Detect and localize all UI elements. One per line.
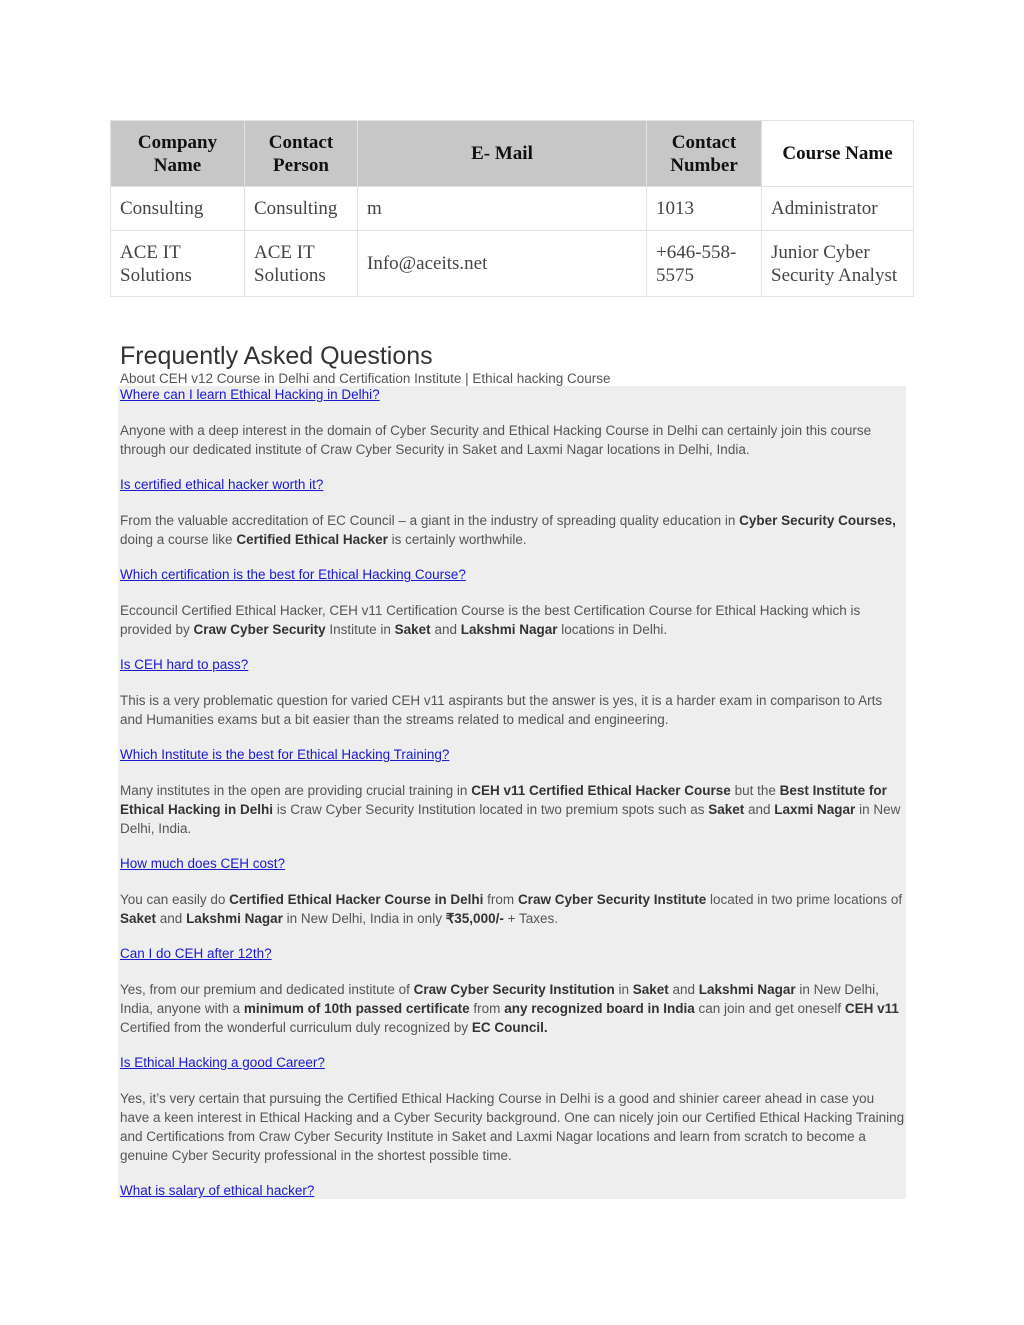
cell-email: m [358, 187, 647, 231]
faq-question-link[interactable]: Where can I learn Ethical Hacking in Delhi? [120, 387, 380, 402]
faq-question-link[interactable]: Is certified ethical hacker worth it? [120, 477, 324, 492]
faq-answer-text: doing a course like [120, 532, 237, 547]
faq-answer-bold: Lakshmi Nagar [460, 622, 558, 637]
faq-question-link[interactable]: What is salary of ethical hacker? [120, 1183, 315, 1198]
faq-answer-text: Certified from the wonderful curriculum duly recognized by [120, 1020, 472, 1035]
faq-answer-bold: Saket [632, 982, 669, 997]
faq-answer-text: locations in Delhi. [557, 622, 668, 637]
faq-section [120, 341, 906, 1198]
faq-answer-bold: Saket [708, 802, 745, 817]
faq-answer-text: is Craw Cyber Security Institution located in two premium spots such as [273, 802, 709, 817]
cell-company: ACE IT Solutions [111, 231, 245, 297]
faq-title: Frequently Asked Questions [120, 342, 433, 370]
faq-answer-bold: Saket [120, 911, 157, 926]
faq-answer-text: You can easily do [120, 892, 230, 907]
faq-list [120, 386, 906, 1201]
cell-contact-number: 1013 [647, 187, 762, 231]
faq-answer [120, 781, 906, 838]
faq-answer-text: and [156, 911, 187, 926]
faq-question-link[interactable]: Is CEH hard to pass? [120, 657, 249, 672]
header-course-name: Course Name [762, 121, 914, 187]
faq-answer-text: located in two prime locations of [706, 892, 903, 907]
faq-question-link[interactable]: Which certification is the best for Ethical Hacking Course? [120, 567, 466, 582]
faq-answer-text: and [668, 982, 699, 997]
faq-answer-text: From the valuable accreditation of EC Council – a giant in the industry of spreading quality education in [120, 513, 740, 528]
faq-question-link[interactable]: Which Institute is the best for Ethical Hacking Training? [120, 747, 450, 762]
faq-answer [120, 421, 906, 459]
faq-answer-bold: Craw Cyber Security Institution [413, 982, 615, 997]
faq-answer-text: Yes, it’s very certain that pursuing the Certified Ethical Hacking Course in Delhi is a good and shinier career ahead in case you have a keen interest in Ethical Hacking and a Cyber Security background. One can nicely join our Certified Ethical Hacking Training and Certifications from Craw Cyber Security Institute in Saket and Laxmi Nagar locations and learn from scratch to become a genuine Cyber Security professional in the shortest possible time. [120, 1091, 905, 1163]
table-row [111, 187, 914, 231]
faq-answer-bold: Laxmi Nagar [774, 802, 856, 817]
faq-answer-bold: CEH v11 [844, 1001, 899, 1016]
faq-answer [120, 1089, 906, 1165]
cell-company: Consulting [111, 187, 245, 231]
cell-email: Info@aceits.net [358, 231, 647, 297]
faq-answer-text: in New Delhi, India. [120, 802, 901, 836]
faq-answer-text: from [483, 892, 518, 907]
faq-subtitle: About CEH v12 Course in Delhi and Certification Institute | Ethical hacking Course [120, 371, 611, 386]
faq-answer-text: and [744, 802, 775, 817]
faq-question-link[interactable]: Can I do CEH after 12th? [120, 946, 272, 961]
faq-answer [120, 691, 906, 729]
faq-answer [120, 511, 906, 549]
cell-contact-number: +646-558-5575 [647, 231, 762, 297]
faq-answer-text: in New Delhi, India in only [282, 911, 446, 926]
faq-answer-bold: Lakshmi Nagar [698, 982, 796, 997]
header-contact-person: Contact Person [245, 121, 358, 187]
cell-contact-person: Consulting [245, 187, 358, 231]
faq-answer-bold: any recognized board in India [504, 1001, 695, 1016]
faq-answer-bold: Best Institute for Ethical Hacking in Delhi [120, 783, 887, 817]
faq-answer-text: can join and get oneself [694, 1001, 845, 1016]
faq-answer-text: but the [730, 783, 780, 798]
faq-answer-bold: Saket [394, 622, 431, 637]
faq-answer-text: and [430, 622, 461, 637]
cell-course-name: Administrator [762, 187, 914, 231]
cell-course-name: Junior Cyber Security Analyst [762, 231, 914, 297]
table-header-row [111, 121, 914, 187]
faq-answer-text: in New Delhi, India, anyone with a [120, 982, 879, 1016]
faq-answer [120, 890, 906, 928]
faq-answer-text: Eccouncil Certified Ethical Hacker, CEH v11 Certification Course is the best Certification Course for Ethical Hacking which is provided by [120, 603, 861, 637]
table-row [111, 231, 914, 297]
faq-answer-text: Anyone with a deep interest in the domain of Cyber Security and Ethical Hacking Course in Delhi can certainly join this course through our dedicated institute of Craw Cyber Security in Saket and Laxmi Nagar locations in Delhi, India. [120, 423, 872, 457]
faq-answer-bold: Craw Cyber Security Institute [517, 892, 707, 907]
faq-answer-bold: minimum of 10th passed certificate [243, 1001, 470, 1016]
faq-answer-bold: Lakshmi Nagar [186, 911, 283, 926]
faq-answer-bold: Craw Cyber Security [193, 622, 326, 637]
faq-answer-bold: CEH v11 Certified Ethical Hacker Course [471, 783, 731, 798]
faq-answer-text: Institute in [325, 622, 395, 637]
faq-question-link[interactable]: How much does CEH cost? [120, 856, 286, 871]
faq-answer-text: from [469, 1001, 505, 1016]
faq-answer-text: This is a very problematic question for varied CEH v11 aspirants but the answer is yes, it is a harder exam in comparison to Arts and Humanities exams but a bit easier than the streams related to medical and engineering. [120, 693, 883, 727]
faq-answer-text: Yes, from our premium and dedicated institute of [120, 982, 414, 997]
faq-answer-bold: ₹35,000/- [445, 911, 504, 926]
faq-answer [120, 601, 906, 639]
faq-answer-text: + Taxes. [503, 911, 559, 926]
faq-answer-bold: Certified Ethical Hacker [236, 532, 388, 547]
header-email: E- Mail [358, 121, 647, 187]
contact-table [110, 120, 914, 297]
faq-answer-bold: EC Council. [471, 1020, 548, 1035]
faq-answer-bold: Cyber Security Courses, [739, 513, 896, 528]
faq-answer-text: is certainly worthwhile. [387, 532, 527, 547]
faq-answer-text: in [614, 982, 633, 997]
header-contact-number: Contact Number [647, 121, 762, 187]
cell-contact-person: ACE IT Solutions [245, 231, 358, 297]
header-company-name: Company Name [111, 121, 245, 187]
faq-answer [120, 980, 906, 1037]
faq-answer-bold: Certified Ethical Hacker Course in Delhi [229, 892, 484, 907]
faq-question-link[interactable]: Is Ethical Hacking a good Career? [120, 1055, 325, 1070]
faq-answer-text: Many institutes in the open are providing crucial training in [120, 783, 472, 798]
